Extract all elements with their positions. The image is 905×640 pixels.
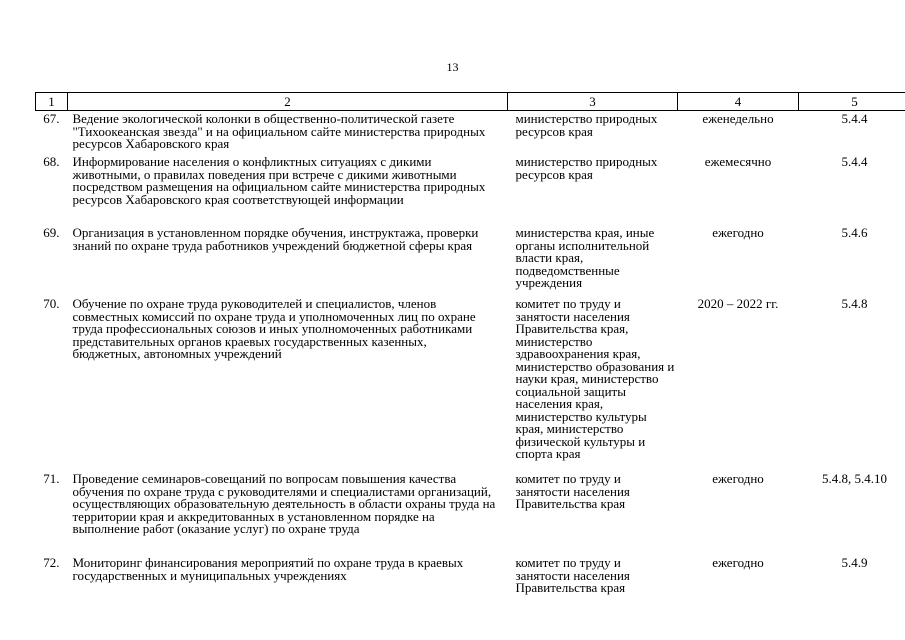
row-number: 70. xyxy=(43,296,60,311)
reference: 5.4.6 xyxy=(841,225,868,240)
measures-table xyxy=(35,92,905,597)
executor: министерства края, иные органы исполнительной власти края, подведомственные учреждения xyxy=(515,225,655,290)
table-row xyxy=(36,298,905,473)
table-row xyxy=(36,473,905,557)
term: ежегодно xyxy=(712,225,764,240)
table-row xyxy=(36,227,905,298)
table-row xyxy=(36,111,905,157)
term: еженедельно xyxy=(702,111,774,126)
page-number: 13 xyxy=(446,60,459,74)
column-header-5: 5 xyxy=(799,93,905,111)
table-row xyxy=(36,557,905,597)
term: ежегодно xyxy=(712,471,764,486)
reference: 5.4.4 xyxy=(841,111,868,126)
reference: 5.4.9 xyxy=(841,555,868,570)
term: ежегодно xyxy=(712,555,764,570)
row-number: 72. xyxy=(43,555,60,570)
term: 2020 – 2022 гг. xyxy=(697,296,779,311)
reference: 5.4.8, 5.4.10 xyxy=(822,471,887,486)
column-header-1: 1 xyxy=(36,93,68,111)
header-row xyxy=(36,93,905,111)
reference: 5.4.4 xyxy=(841,154,868,169)
executor: министерство природных ресурсов края xyxy=(515,111,658,139)
term: ежемесячно xyxy=(704,154,772,169)
table-row xyxy=(36,156,905,227)
measure-name: Мониторинг финансирования мероприятий по охране труда в краевых государственных и муниципальных учреждениях xyxy=(72,555,464,583)
executor: комитет по труду и занятости населения Правительства края, министерство здравоохранения края, министерство образования и науки края, министерство социальной защиты населения края, министерство культуры края, министерство физической культуры и спорта края xyxy=(515,296,675,461)
reference: 5.4.8 xyxy=(841,296,868,311)
column-header-2: 2 xyxy=(68,93,508,111)
measure-name: Проведение семинаров-совещаний по вопросам повышения качества обучения по охране труда с руководителями и специалистами организаций, осуществляющих образовательную деятельность в области охраны труда на территории края и аккредитованных в установленном порядке на выполнение работ (оказание услуг) по охране труда xyxy=(72,471,496,536)
measure-name: Ведение экологической колонки в общественно-политической газете "Тихоокеанская звезда" и на официальном сайте министерства природных ресурсов Хабаровского края xyxy=(72,111,486,151)
executor: комитет по труду и занятости населения Правительства края xyxy=(515,555,630,595)
row-number: 67. xyxy=(43,111,60,126)
executor: министерство природных ресурсов края xyxy=(515,154,658,182)
executor: комитет по труду и занятости населения Правительства края xyxy=(515,471,630,511)
row-number: 68. xyxy=(43,154,60,169)
column-header-3: 3 xyxy=(508,93,678,111)
column-header-4: 4 xyxy=(678,93,799,111)
row-number: 71. xyxy=(43,471,60,486)
measure-name: Организация в установленном порядке обучения, инструктажа, проверки знаний по охране труда работников учреждений бюджетной сферы края xyxy=(72,225,479,253)
measure-name: Информирование населения о конфликтных ситуациях с дикими животными, о правилах поведения при встрече с дикими животными посредством размещения на официальном сайте министерства природных ресурсов Хабаровского края соответствующей информации xyxy=(72,154,486,207)
measure-name: Обучение по охране труда руководителей и специалистов, членов совместных комиссий по охране труда и уполномоченных лиц по охране труда профессиональных союзов и иных уполномоченных работниками представительных органов краевых государственных казенных, бюджетных, автономных учреждений xyxy=(72,296,476,361)
row-number: 69. xyxy=(43,225,60,240)
